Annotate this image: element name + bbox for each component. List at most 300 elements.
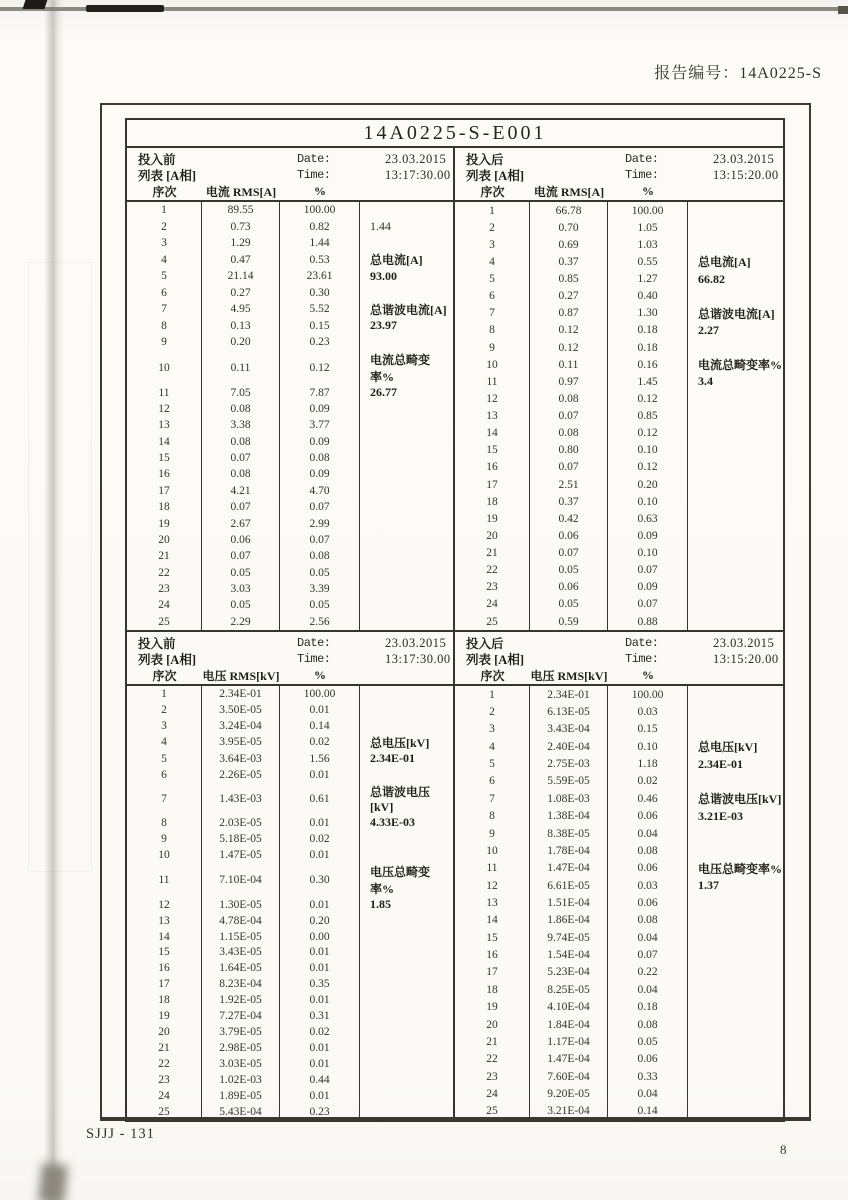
table-section-header bbox=[455, 632, 783, 684]
cell-annotation bbox=[360, 401, 453, 417]
cell-rms: 6.61E-05 bbox=[530, 877, 608, 894]
cell-seq: 16 bbox=[127, 960, 202, 976]
cell-seq: 12 bbox=[455, 390, 530, 407]
cell-rms: 0.07 bbox=[530, 408, 608, 425]
cell-seq: 7 bbox=[455, 305, 530, 322]
cell-annotation bbox=[360, 202, 453, 218]
column-header-percent: % bbox=[642, 668, 654, 682]
cell-percent: 0.10 bbox=[608, 545, 688, 562]
cell-percent: 3.77 bbox=[280, 417, 360, 433]
cell-seq: 25 bbox=[127, 1104, 202, 1120]
cell-percent: 0.09 bbox=[280, 434, 360, 450]
cell-seq: 18 bbox=[455, 493, 530, 510]
cell-seq: 5 bbox=[127, 268, 202, 284]
cell-seq: 1 bbox=[455, 202, 530, 219]
cell-percent: 0.01 bbox=[280, 767, 360, 783]
table-row bbox=[455, 842, 783, 859]
cell-seq: 24 bbox=[127, 1088, 202, 1104]
cell-annotation bbox=[688, 703, 783, 720]
cell-seq: 24 bbox=[455, 596, 530, 613]
cell-seq: 13 bbox=[455, 408, 530, 425]
cell-rms: 3.64E-03 bbox=[202, 751, 280, 767]
cell-rms: 7.60E-04 bbox=[530, 1068, 608, 1085]
cell-seq: 3 bbox=[455, 236, 530, 253]
cell-annotation bbox=[688, 356, 783, 373]
table-row bbox=[455, 808, 783, 825]
table-row bbox=[455, 373, 783, 390]
table-row bbox=[455, 998, 783, 1015]
cell-percent: 0.18 bbox=[608, 998, 688, 1015]
annotation-text: 1.44 bbox=[370, 219, 391, 234]
table-row bbox=[455, 825, 783, 842]
table-row bbox=[455, 738, 783, 755]
cell-percent: 0.06 bbox=[608, 860, 688, 877]
cell-rms: 1.17E-04 bbox=[530, 1033, 608, 1050]
annotation-text: 3.4 bbox=[698, 374, 713, 389]
cell-rms: 1.54E-04 bbox=[530, 946, 608, 963]
cell-rms: 2.29 bbox=[202, 614, 280, 630]
table-row bbox=[127, 913, 453, 929]
cell-percent: 0.55 bbox=[608, 253, 688, 270]
table-row bbox=[127, 734, 453, 751]
table-row bbox=[455, 288, 783, 305]
form-code: SJJJ - 131 bbox=[86, 1126, 155, 1142]
header-line bbox=[127, 635, 453, 651]
cell-annotation bbox=[360, 483, 453, 499]
cell-rms: 5.23E-04 bbox=[530, 964, 608, 981]
cell-annotation bbox=[360, 976, 453, 992]
table-row bbox=[127, 235, 453, 251]
cell-seq: 25 bbox=[127, 614, 202, 630]
cell-percent: 2.99 bbox=[280, 515, 360, 531]
cell-percent: 7.87 bbox=[280, 385, 360, 401]
cell-annotation bbox=[360, 466, 453, 482]
table-row bbox=[455, 390, 783, 407]
cell-annotation bbox=[688, 442, 783, 459]
cell-percent: 0.01 bbox=[280, 1056, 360, 1072]
date-value: 23.03.2015 bbox=[385, 151, 447, 166]
annotation-text: 电压总畸变率% bbox=[698, 861, 783, 876]
cell-rms: 0.97 bbox=[530, 373, 608, 390]
cell-percent: 0.02 bbox=[280, 831, 360, 847]
cell-rms: 0.07 bbox=[530, 459, 608, 476]
cell-seq: 11 bbox=[455, 373, 530, 390]
page-fold-shadow bbox=[38, 1163, 68, 1200]
cell-percent: 0.06 bbox=[608, 894, 688, 911]
cell-seq: 14 bbox=[127, 434, 202, 450]
cell-annotation bbox=[360, 515, 453, 531]
cell-rms: 3.03 bbox=[202, 581, 280, 597]
measurement-table bbox=[125, 118, 785, 1122]
list-label: 列表 [A相] bbox=[466, 169, 524, 183]
table-data-half bbox=[127, 202, 455, 630]
cell-annotation bbox=[688, 808, 783, 825]
column-header-rms: 电流 RMS[A] bbox=[205, 185, 277, 199]
cell-annotation bbox=[688, 476, 783, 493]
annotation-text: 总谐波电压[kV] bbox=[370, 784, 431, 814]
table-row bbox=[455, 773, 783, 790]
cell-percent: 0.07 bbox=[280, 499, 360, 515]
table-row bbox=[455, 1033, 783, 1050]
cell-percent: 0.33 bbox=[608, 1068, 688, 1085]
cell-annotation bbox=[688, 825, 783, 842]
column-header-seq: 序次 bbox=[480, 669, 505, 683]
table-row bbox=[127, 401, 453, 417]
cell-rms: 3.38 bbox=[202, 417, 280, 433]
cell-rms: 21.14 bbox=[202, 268, 280, 284]
period-label: 投入后 bbox=[466, 637, 504, 651]
cell-percent: 0.15 bbox=[608, 721, 688, 738]
time-label: Time: bbox=[625, 168, 659, 182]
cell-annotation bbox=[360, 334, 453, 350]
annotation-text: 1.37 bbox=[698, 878, 719, 893]
cell-annotation bbox=[688, 877, 783, 894]
annotation-text: 23.97 bbox=[370, 318, 397, 333]
cell-rms: 7.27E-04 bbox=[202, 1008, 280, 1024]
cell-annotation bbox=[360, 548, 453, 564]
cell-percent: 0.01 bbox=[280, 1088, 360, 1104]
cell-percent: 1.18 bbox=[608, 755, 688, 772]
table-row bbox=[127, 897, 453, 913]
table-row bbox=[127, 976, 453, 992]
cell-percent: 0.01 bbox=[280, 944, 360, 960]
table-row bbox=[455, 703, 783, 720]
cell-seq: 9 bbox=[127, 831, 202, 847]
cell-rms: 0.11 bbox=[530, 356, 608, 373]
table-row bbox=[455, 339, 783, 356]
date-value: 23.03.2015 bbox=[385, 635, 447, 650]
table-row bbox=[127, 351, 453, 385]
cell-rms: 0.08 bbox=[202, 434, 280, 450]
annotation-text: 2.27 bbox=[698, 322, 719, 337]
cell-percent: 0.01 bbox=[280, 897, 360, 913]
cell-annotation bbox=[688, 425, 783, 442]
column-header-seq: 序次 bbox=[152, 185, 177, 199]
cell-annotation bbox=[688, 1051, 783, 1068]
cell-rms: 0.08 bbox=[202, 466, 280, 482]
table-row bbox=[455, 946, 783, 963]
report-number bbox=[654, 60, 822, 83]
cell-rms: 0.05 bbox=[530, 562, 608, 579]
cell-rms: 1.51E-04 bbox=[530, 894, 608, 911]
annotation-text: 26.77 bbox=[370, 385, 397, 400]
cell-annotation bbox=[360, 499, 453, 515]
cell-percent: 0.02 bbox=[608, 773, 688, 790]
cell-seq: 6 bbox=[455, 288, 530, 305]
cell-rms: 2.03E-05 bbox=[202, 815, 280, 831]
cell-rms: 0.42 bbox=[530, 510, 608, 527]
cell-annotation bbox=[688, 1033, 783, 1050]
cell-seq: 21 bbox=[455, 545, 530, 562]
annotation-text: 总电流[A] bbox=[698, 255, 751, 270]
cell-annotation bbox=[688, 842, 783, 859]
header-line bbox=[455, 151, 783, 167]
date-label: Date: bbox=[625, 152, 659, 166]
table-row bbox=[127, 1088, 453, 1104]
cell-seq: 14 bbox=[455, 425, 530, 442]
cell-rms: 4.10E-04 bbox=[530, 998, 608, 1015]
cell-annotation bbox=[688, 1068, 783, 1085]
cell-percent: 0.40 bbox=[608, 288, 688, 305]
cell-rms: 0.59 bbox=[530, 613, 608, 630]
table-row bbox=[127, 847, 453, 863]
cell-percent: 4.70 bbox=[280, 483, 360, 499]
period-label: 投入后 bbox=[466, 153, 504, 167]
cell-percent: 0.44 bbox=[280, 1072, 360, 1088]
cell-seq: 25 bbox=[455, 1103, 530, 1120]
cell-seq: 18 bbox=[455, 981, 530, 998]
table-section-header bbox=[127, 148, 455, 200]
table-row bbox=[127, 318, 453, 334]
cell-percent: 0.14 bbox=[280, 718, 360, 734]
cell-seq: 16 bbox=[455, 459, 530, 476]
cell-seq: 2 bbox=[127, 218, 202, 234]
table-row bbox=[127, 863, 453, 897]
table-row bbox=[127, 564, 453, 580]
table-row bbox=[127, 334, 453, 350]
cell-rms: 3.21E-04 bbox=[530, 1103, 608, 1120]
cell-seq: 19 bbox=[455, 510, 530, 527]
cell-seq: 19 bbox=[127, 1008, 202, 1024]
cell-seq: 15 bbox=[455, 929, 530, 946]
cell-rms: 0.07 bbox=[202, 450, 280, 466]
cell-seq: 17 bbox=[127, 976, 202, 992]
cell-rms: 3.03E-05 bbox=[202, 1056, 280, 1072]
cell-rms: 0.05 bbox=[202, 564, 280, 580]
cell-percent: 0.53 bbox=[280, 251, 360, 268]
cell-seq: 15 bbox=[127, 944, 202, 960]
cell-percent: 0.07 bbox=[280, 532, 360, 548]
cell-rms: 66.78 bbox=[530, 202, 608, 219]
cell-seq: 19 bbox=[127, 515, 202, 531]
cell-seq: 13 bbox=[455, 894, 530, 911]
cell-seq: 20 bbox=[455, 1016, 530, 1033]
cell-seq: 23 bbox=[455, 1068, 530, 1085]
cell-percent: 23.61 bbox=[280, 268, 360, 284]
cell-rms: 2.67 bbox=[202, 515, 280, 531]
table-row bbox=[455, 202, 783, 219]
cell-rms: 0.47 bbox=[202, 251, 280, 268]
table-row bbox=[455, 1016, 783, 1033]
cell-seq: 10 bbox=[127, 351, 202, 385]
cell-annotation bbox=[360, 1008, 453, 1024]
table-row bbox=[127, 1040, 453, 1056]
cell-seq: 10 bbox=[455, 356, 530, 373]
cell-annotation bbox=[688, 1016, 783, 1033]
cell-rms: 1.47E-04 bbox=[530, 1051, 608, 1068]
table-data-half bbox=[455, 202, 783, 630]
cell-rms: 0.37 bbox=[530, 253, 608, 270]
report-number-value: 14A0225-S bbox=[739, 65, 822, 82]
band-data bbox=[127, 202, 783, 630]
cell-rms: 1.30E-05 bbox=[202, 897, 280, 913]
header-line bbox=[455, 635, 783, 651]
cell-percent: 0.06 bbox=[608, 808, 688, 825]
cell-percent: 0.09 bbox=[280, 466, 360, 482]
cell-annotation bbox=[360, 450, 453, 466]
table-row bbox=[455, 877, 783, 894]
cell-annotation bbox=[688, 1103, 783, 1120]
cell-seq: 23 bbox=[455, 579, 530, 596]
cell-rms: 0.08 bbox=[530, 390, 608, 407]
table-row bbox=[455, 790, 783, 807]
cell-percent: 0.23 bbox=[280, 1104, 360, 1120]
table-row bbox=[455, 721, 783, 738]
cell-seq: 5 bbox=[455, 271, 530, 288]
table-row bbox=[127, 767, 453, 783]
column-header-rms: 电流 RMS[A] bbox=[533, 185, 605, 199]
annotation-text: 总电压[kV] bbox=[370, 735, 430, 750]
cell-percent: 0.04 bbox=[608, 1085, 688, 1102]
cell-rms: 0.07 bbox=[202, 499, 280, 515]
cell-annotation bbox=[688, 253, 783, 270]
cell-rms: 5.43E-04 bbox=[202, 1104, 280, 1120]
cell-annotation bbox=[360, 1088, 453, 1104]
cell-rms: 1.89E-05 bbox=[202, 1088, 280, 1104]
cell-annotation bbox=[688, 721, 783, 738]
cell-rms: 0.69 bbox=[530, 236, 608, 253]
cell-percent: 0.01 bbox=[280, 992, 360, 1008]
cell-annotation bbox=[360, 268, 453, 284]
table-row bbox=[127, 532, 453, 548]
cell-annotation bbox=[688, 686, 783, 703]
band-data bbox=[127, 686, 783, 1120]
cell-rms: 3.43E-05 bbox=[202, 944, 280, 960]
cell-percent: 0.09 bbox=[608, 527, 688, 544]
cell-percent: 0.82 bbox=[280, 218, 360, 234]
table-row bbox=[127, 466, 453, 482]
cell-percent: 0.02 bbox=[280, 734, 360, 751]
cell-percent: 0.08 bbox=[608, 842, 688, 859]
cell-rms: 0.85 bbox=[530, 271, 608, 288]
cell-percent: 0.01 bbox=[280, 702, 360, 718]
cell-seq: 17 bbox=[455, 476, 530, 493]
cell-percent: 0.07 bbox=[608, 946, 688, 963]
cell-rms: 0.05 bbox=[530, 596, 608, 613]
date-label: Date: bbox=[297, 636, 331, 650]
cell-seq: 4 bbox=[127, 734, 202, 751]
cell-percent: 0.08 bbox=[280, 548, 360, 564]
table-section-header bbox=[127, 632, 455, 684]
cell-rms: 0.12 bbox=[530, 322, 608, 339]
cell-rms: 0.13 bbox=[202, 318, 280, 334]
table-row bbox=[455, 755, 783, 772]
cell-percent: 0.31 bbox=[280, 1008, 360, 1024]
cell-annotation bbox=[360, 992, 453, 1008]
cell-seq: 21 bbox=[127, 1040, 202, 1056]
cell-annotation bbox=[360, 597, 453, 613]
date-value: 23.03.2015 bbox=[713, 151, 775, 166]
cell-seq: 2 bbox=[455, 219, 530, 236]
cell-rms: 8.23E-04 bbox=[202, 976, 280, 992]
cell-percent: 1.30 bbox=[608, 305, 688, 322]
cell-rms: 0.11 bbox=[202, 351, 280, 385]
cell-seq: 17 bbox=[127, 483, 202, 499]
cell-rms: 7.05 bbox=[202, 385, 280, 401]
cell-seq: 7 bbox=[455, 790, 530, 807]
time-label: Time: bbox=[297, 168, 331, 182]
table-row bbox=[455, 686, 783, 703]
cell-rms: 3.95E-05 bbox=[202, 734, 280, 751]
cell-rms: 4.95 bbox=[202, 301, 280, 318]
table-row bbox=[127, 1104, 453, 1120]
cell-rms: 2.40E-04 bbox=[530, 738, 608, 755]
cell-annotation bbox=[360, 434, 453, 450]
table-row bbox=[455, 579, 783, 596]
cell-seq: 8 bbox=[127, 318, 202, 334]
cell-annotation bbox=[688, 288, 783, 305]
header-line bbox=[127, 151, 453, 167]
table-row bbox=[455, 442, 783, 459]
cell-annotation bbox=[688, 219, 783, 236]
table-row bbox=[127, 944, 453, 960]
cell-annotation bbox=[360, 1104, 453, 1120]
cell-seq: 20 bbox=[127, 532, 202, 548]
table-row bbox=[455, 894, 783, 911]
cell-seq: 2 bbox=[455, 703, 530, 720]
cell-seq: 23 bbox=[127, 1072, 202, 1088]
cell-annotation bbox=[688, 790, 783, 807]
cell-seq: 13 bbox=[127, 417, 202, 433]
cell-rms: 1.47E-04 bbox=[530, 860, 608, 877]
cell-rms: 1.84E-04 bbox=[530, 1016, 608, 1033]
cell-rms: 89.55 bbox=[202, 202, 280, 218]
band-header bbox=[127, 630, 783, 686]
cell-annotation bbox=[688, 373, 783, 390]
table-row bbox=[127, 992, 453, 1008]
cell-rms: 5.59E-05 bbox=[530, 773, 608, 790]
table-row bbox=[455, 562, 783, 579]
cell-rms: 6.13E-05 bbox=[530, 703, 608, 720]
cell-percent: 0.01 bbox=[280, 847, 360, 863]
cell-percent: 1.03 bbox=[608, 236, 688, 253]
cell-seq: 22 bbox=[455, 562, 530, 579]
cell-seq: 1 bbox=[455, 686, 530, 703]
cell-seq: 9 bbox=[127, 334, 202, 350]
cell-percent: 0.06 bbox=[608, 1051, 688, 1068]
cell-annotation bbox=[360, 1024, 453, 1040]
cell-annotation bbox=[688, 946, 783, 963]
annotation-text: 66.82 bbox=[698, 271, 725, 286]
time-label: Time: bbox=[625, 652, 659, 666]
cell-seq: 5 bbox=[455, 755, 530, 772]
cell-rms: 0.07 bbox=[530, 545, 608, 562]
cell-seq: 18 bbox=[127, 499, 202, 515]
cell-rms: 7.10E-04 bbox=[202, 863, 280, 897]
cell-rms: 0.27 bbox=[530, 288, 608, 305]
cell-percent: 0.07 bbox=[608, 562, 688, 579]
cell-annotation bbox=[360, 318, 453, 334]
time-value: 13:17:30.00 bbox=[385, 167, 451, 182]
cell-percent: 0.22 bbox=[608, 964, 688, 981]
cell-percent: 100.00 bbox=[280, 202, 360, 218]
cell-percent: 0.04 bbox=[608, 825, 688, 842]
cell-annotation bbox=[688, 527, 783, 544]
cell-seq: 16 bbox=[455, 946, 530, 963]
column-header-rms: 电压 RMS[kV] bbox=[202, 669, 280, 683]
table-row bbox=[455, 1068, 783, 1085]
cell-seq: 10 bbox=[127, 847, 202, 863]
cell-annotation bbox=[360, 564, 453, 580]
cell-rms: 5.18E-05 bbox=[202, 831, 280, 847]
cell-annotation bbox=[360, 718, 453, 734]
cell-rms: 2.75E-03 bbox=[530, 755, 608, 772]
cell-seq: 14 bbox=[455, 912, 530, 929]
cell-rms: 0.80 bbox=[530, 442, 608, 459]
cell-annotation bbox=[688, 738, 783, 755]
cell-rms: 1.15E-05 bbox=[202, 929, 280, 945]
scan-edge-artifact bbox=[86, 5, 164, 12]
